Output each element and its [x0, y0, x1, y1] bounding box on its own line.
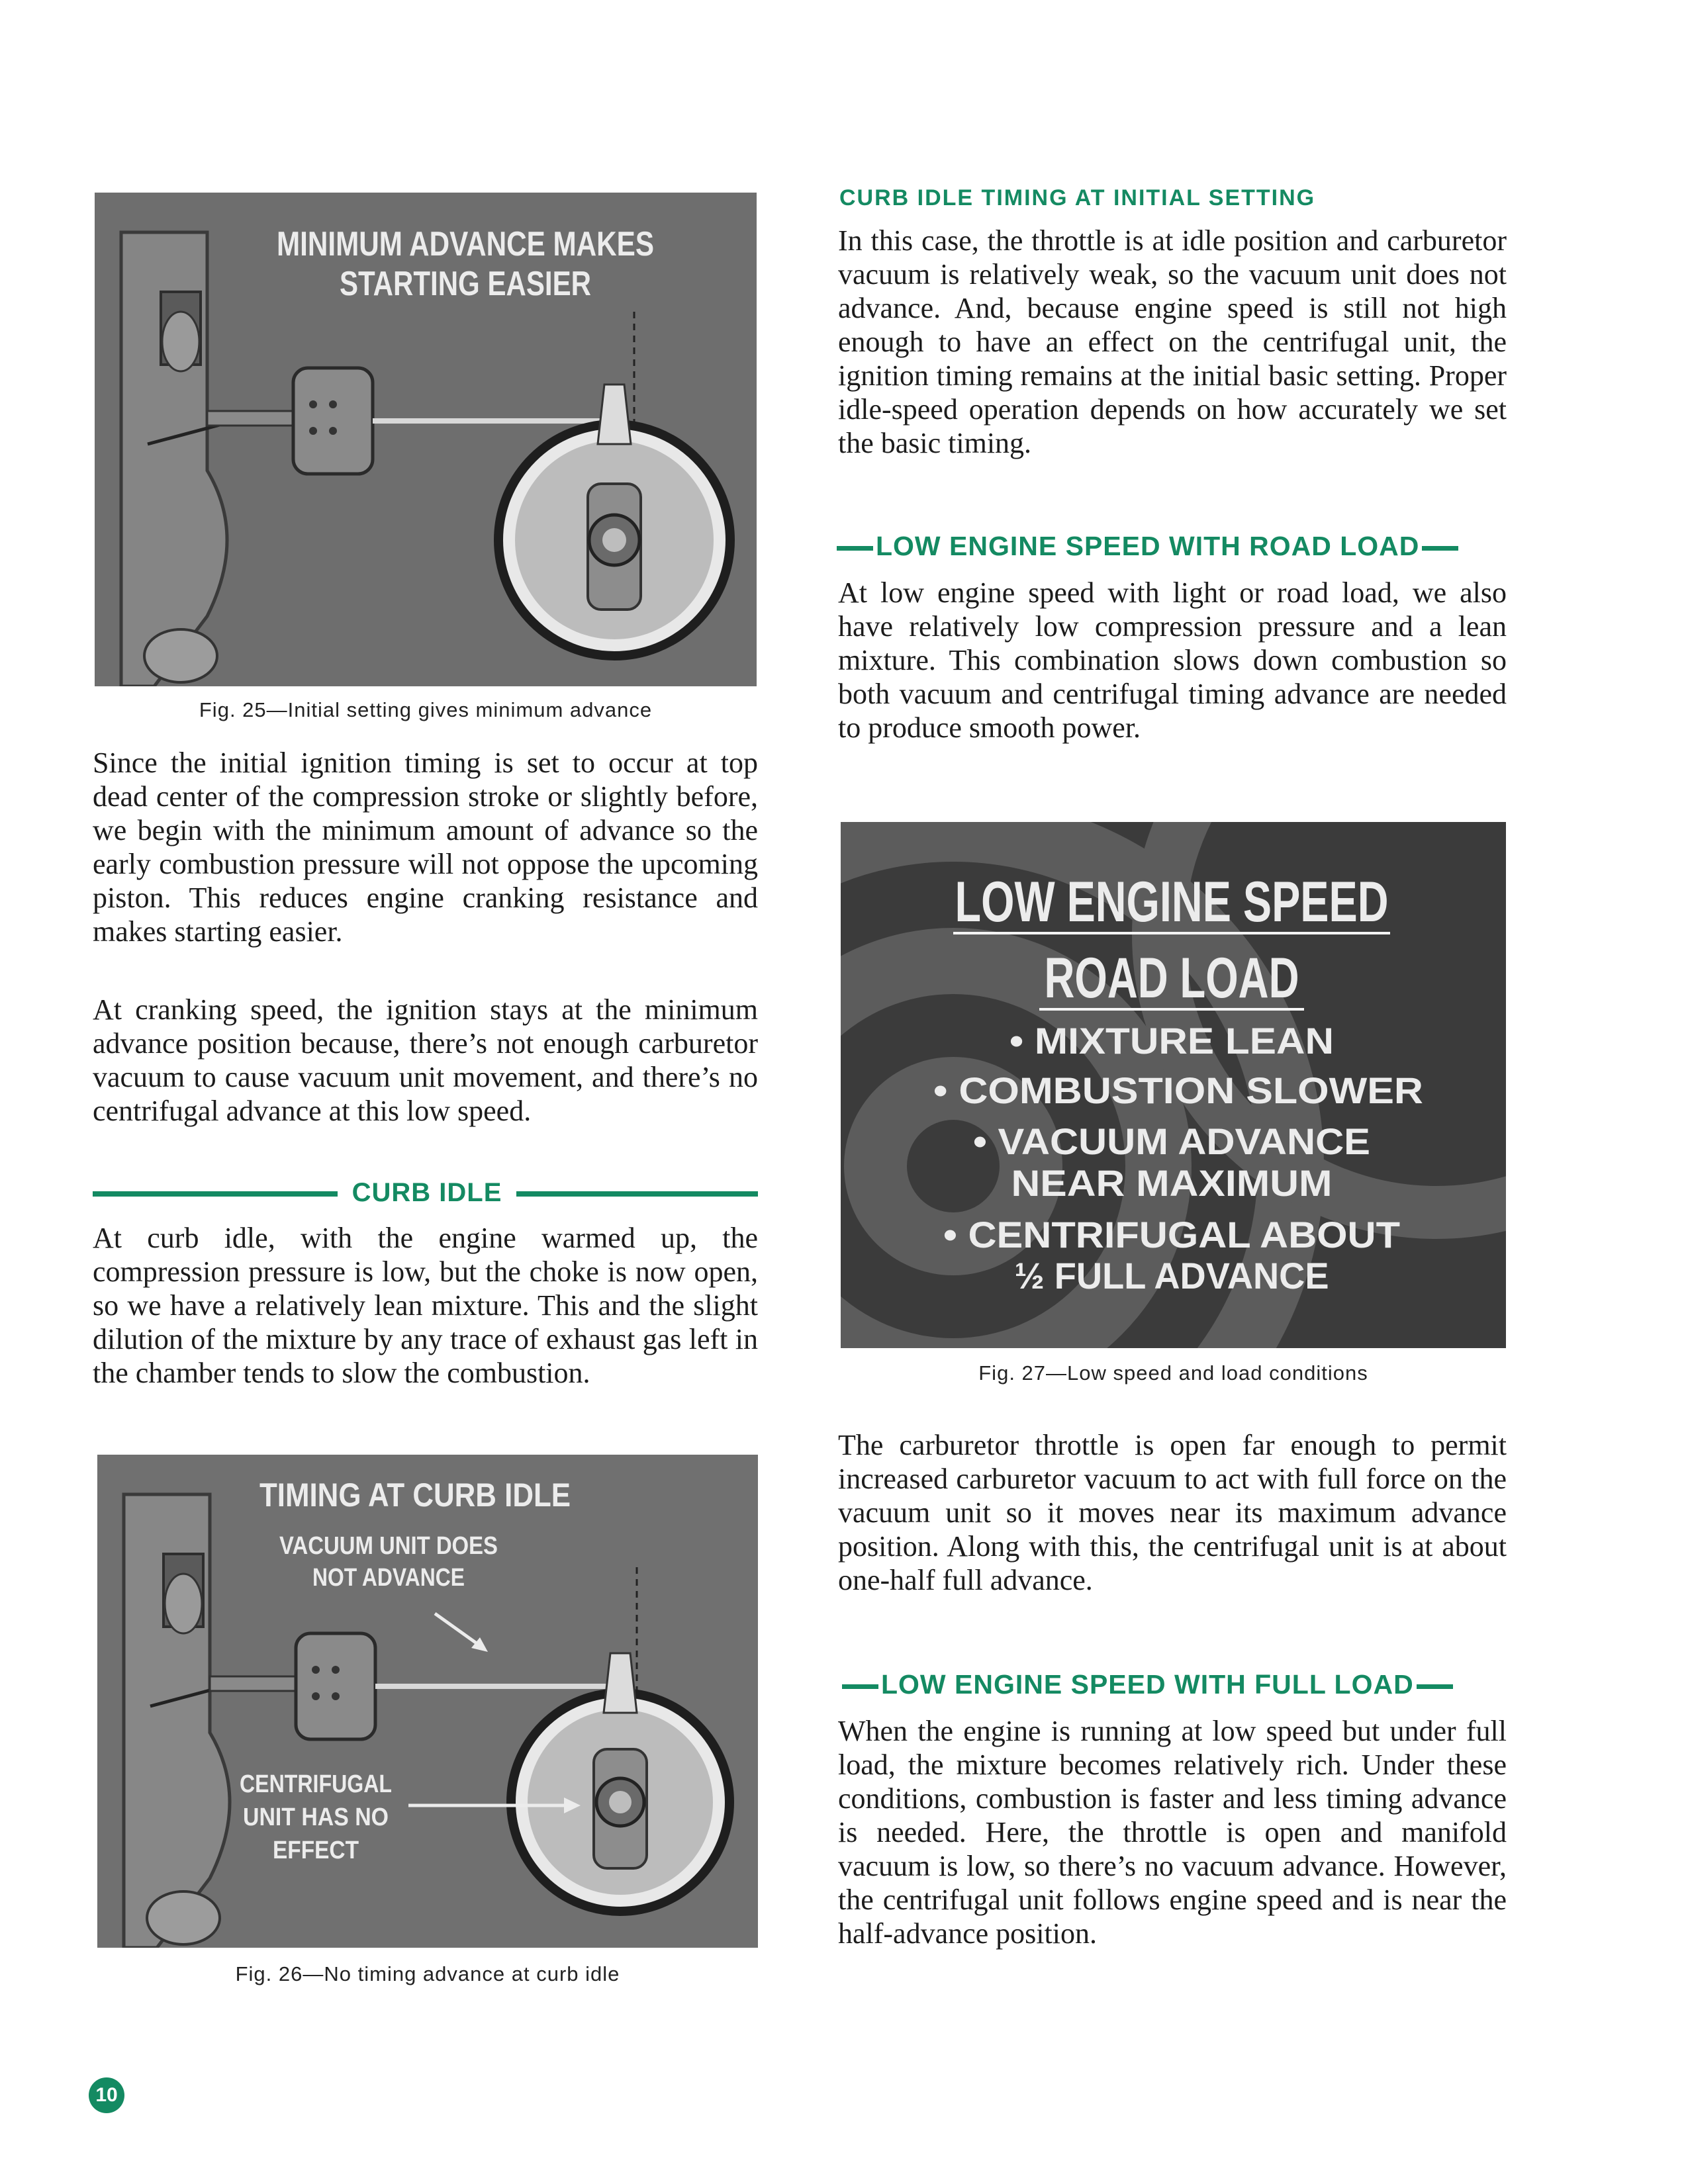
curb-idle-heading: CURB IDLE [352, 1178, 502, 1207]
fig27-caption: Fig. 27—Low speed and load conditions [978, 1361, 1368, 1385]
right-paragraph-3: The carburetor throttle is open far enough to permit increased carburetor vacuum to act with full force on the vacuum unit so it moves near its maximum advance position. Along with this, the centrifugal unit is at about one-half full advance. [838, 1429, 1507, 1596]
fig26-label2-line2: UNIT HAS NO [243, 1803, 389, 1831]
curb-idle-rule-right [516, 1191, 758, 1197]
right-paragraph-2: At low engine speed with light or road load, we also have relatively low compression pressure and a lean mixture. This combination slows down combustion so both vacuum and centrifugal timing advance are needed to produce smooth power. [838, 576, 1507, 744]
right-paragraph-4: When the engine is running at low speed but under full load, the mixture becomes relatively rich. Under these conditions, combustion is faster and less timing advance is needed. Here, the throttle is open and manifold vacuum is low, so there’s no vacuum advance. However, the centrifugal unit follows engine speed and is near the half-advance position. [838, 1715, 1507, 1950]
heading-dash-left [837, 546, 873, 551]
fig26-label2-line1: CENTRIFUGAL [240, 1770, 392, 1798]
fig26-label1-line1: VACUUM UNIT DOES [279, 1532, 498, 1560]
left-paragraph-1: Since the initial ignition timing is set to occur at top dead center of the compression stroke or slightly before, we begin with the minimum amount of advance so the early combustion pressure will not oppose the upcoming piston. This reduces engine cranking resistance and makes starting easier. [93, 747, 758, 948]
fig26-title: TIMING AT CURB IDLE [259, 1477, 571, 1514]
heading-dash-left [842, 1684, 878, 1689]
fig25-title-line2: STARTING EASIER [340, 265, 591, 303]
right-paragraph-1: In this case, the throttle is at idle position and carburetor vacuum is relatively weak, so the vacuum unit does not advance. And, because engine speed is still not high enough to have an effect on the centrifugal unit, the ignition timing remains at the initial basic setting. Proper idle-speed operation depends on how accurately we set the basic timing. [838, 224, 1507, 459]
figure-27-image [841, 822, 1506, 1348]
right-heading-curb-idle-timing: CURB IDLE TIMING AT INITIAL SETTING [839, 185, 1316, 210]
page-number: 10 [89, 2077, 124, 2113]
fig27-bullet1: • MIXTURE LEAN [1009, 1020, 1334, 1062]
fig25-caption: Fig. 25—Initial setting gives minimum advance [199, 698, 653, 721]
fig27-bullet3a: • VACUUM ADVANCE [973, 1120, 1370, 1162]
left-paragraph-2: At cranking speed, the ignition stays at the minimum advance position because, there’s not enough carburetor vacuum to cause vacuum unit movement, and there’s no centrifugal advance at this low speed. [93, 993, 758, 1127]
fig27-bullet2: • COMBUSTION SLOWER [933, 1069, 1423, 1111]
right-heading-full-load-text: LOW ENGINE SPEED WITH FULL LOAD [881, 1669, 1414, 1700]
fig26-label2-line3: EFFECT [273, 1837, 359, 1864]
fig27-bullet4b: ½ FULL ADVANCE [1014, 1255, 1329, 1297]
fig27-bullet3b: NEAR MAXIMUM [1011, 1162, 1333, 1204]
fig27-line1: LOW ENGINE SPEED [955, 870, 1389, 934]
heading-dash-right [1422, 546, 1458, 551]
figure-25-image [95, 193, 757, 686]
right-heading-road-load [834, 531, 1509, 562]
right-heading-full-load [839, 1669, 1508, 1700]
fig25-title-line1: MINIMUM ADVANCE MAKES [277, 225, 654, 263]
figure-26-image [97, 1455, 758, 1948]
fig27-bullet4a: • CENTRIFUGAL ABOUT [943, 1214, 1400, 1255]
fig26-caption: Fig. 26—No timing advance at curb idle [235, 1962, 620, 1985]
fig27-line2: ROAD LOAD [1044, 946, 1299, 1010]
left-paragraph-3: At curb idle, with the engine warmed up, the compression pressure is low, but the choke is now open, so we have a relatively lean mixture. This and the slight dilution of the mixture by any trace of exhaust gas left in the chamber tends to slow the combustion. [93, 1222, 758, 1389]
heading-dash-right [1417, 1684, 1453, 1689]
curb-idle-rule-left [93, 1191, 338, 1197]
right-heading-road-load-text: LOW ENGINE SPEED WITH ROAD LOAD [876, 531, 1420, 561]
fig26-label1-line2: NOT ADVANCE [312, 1564, 465, 1592]
